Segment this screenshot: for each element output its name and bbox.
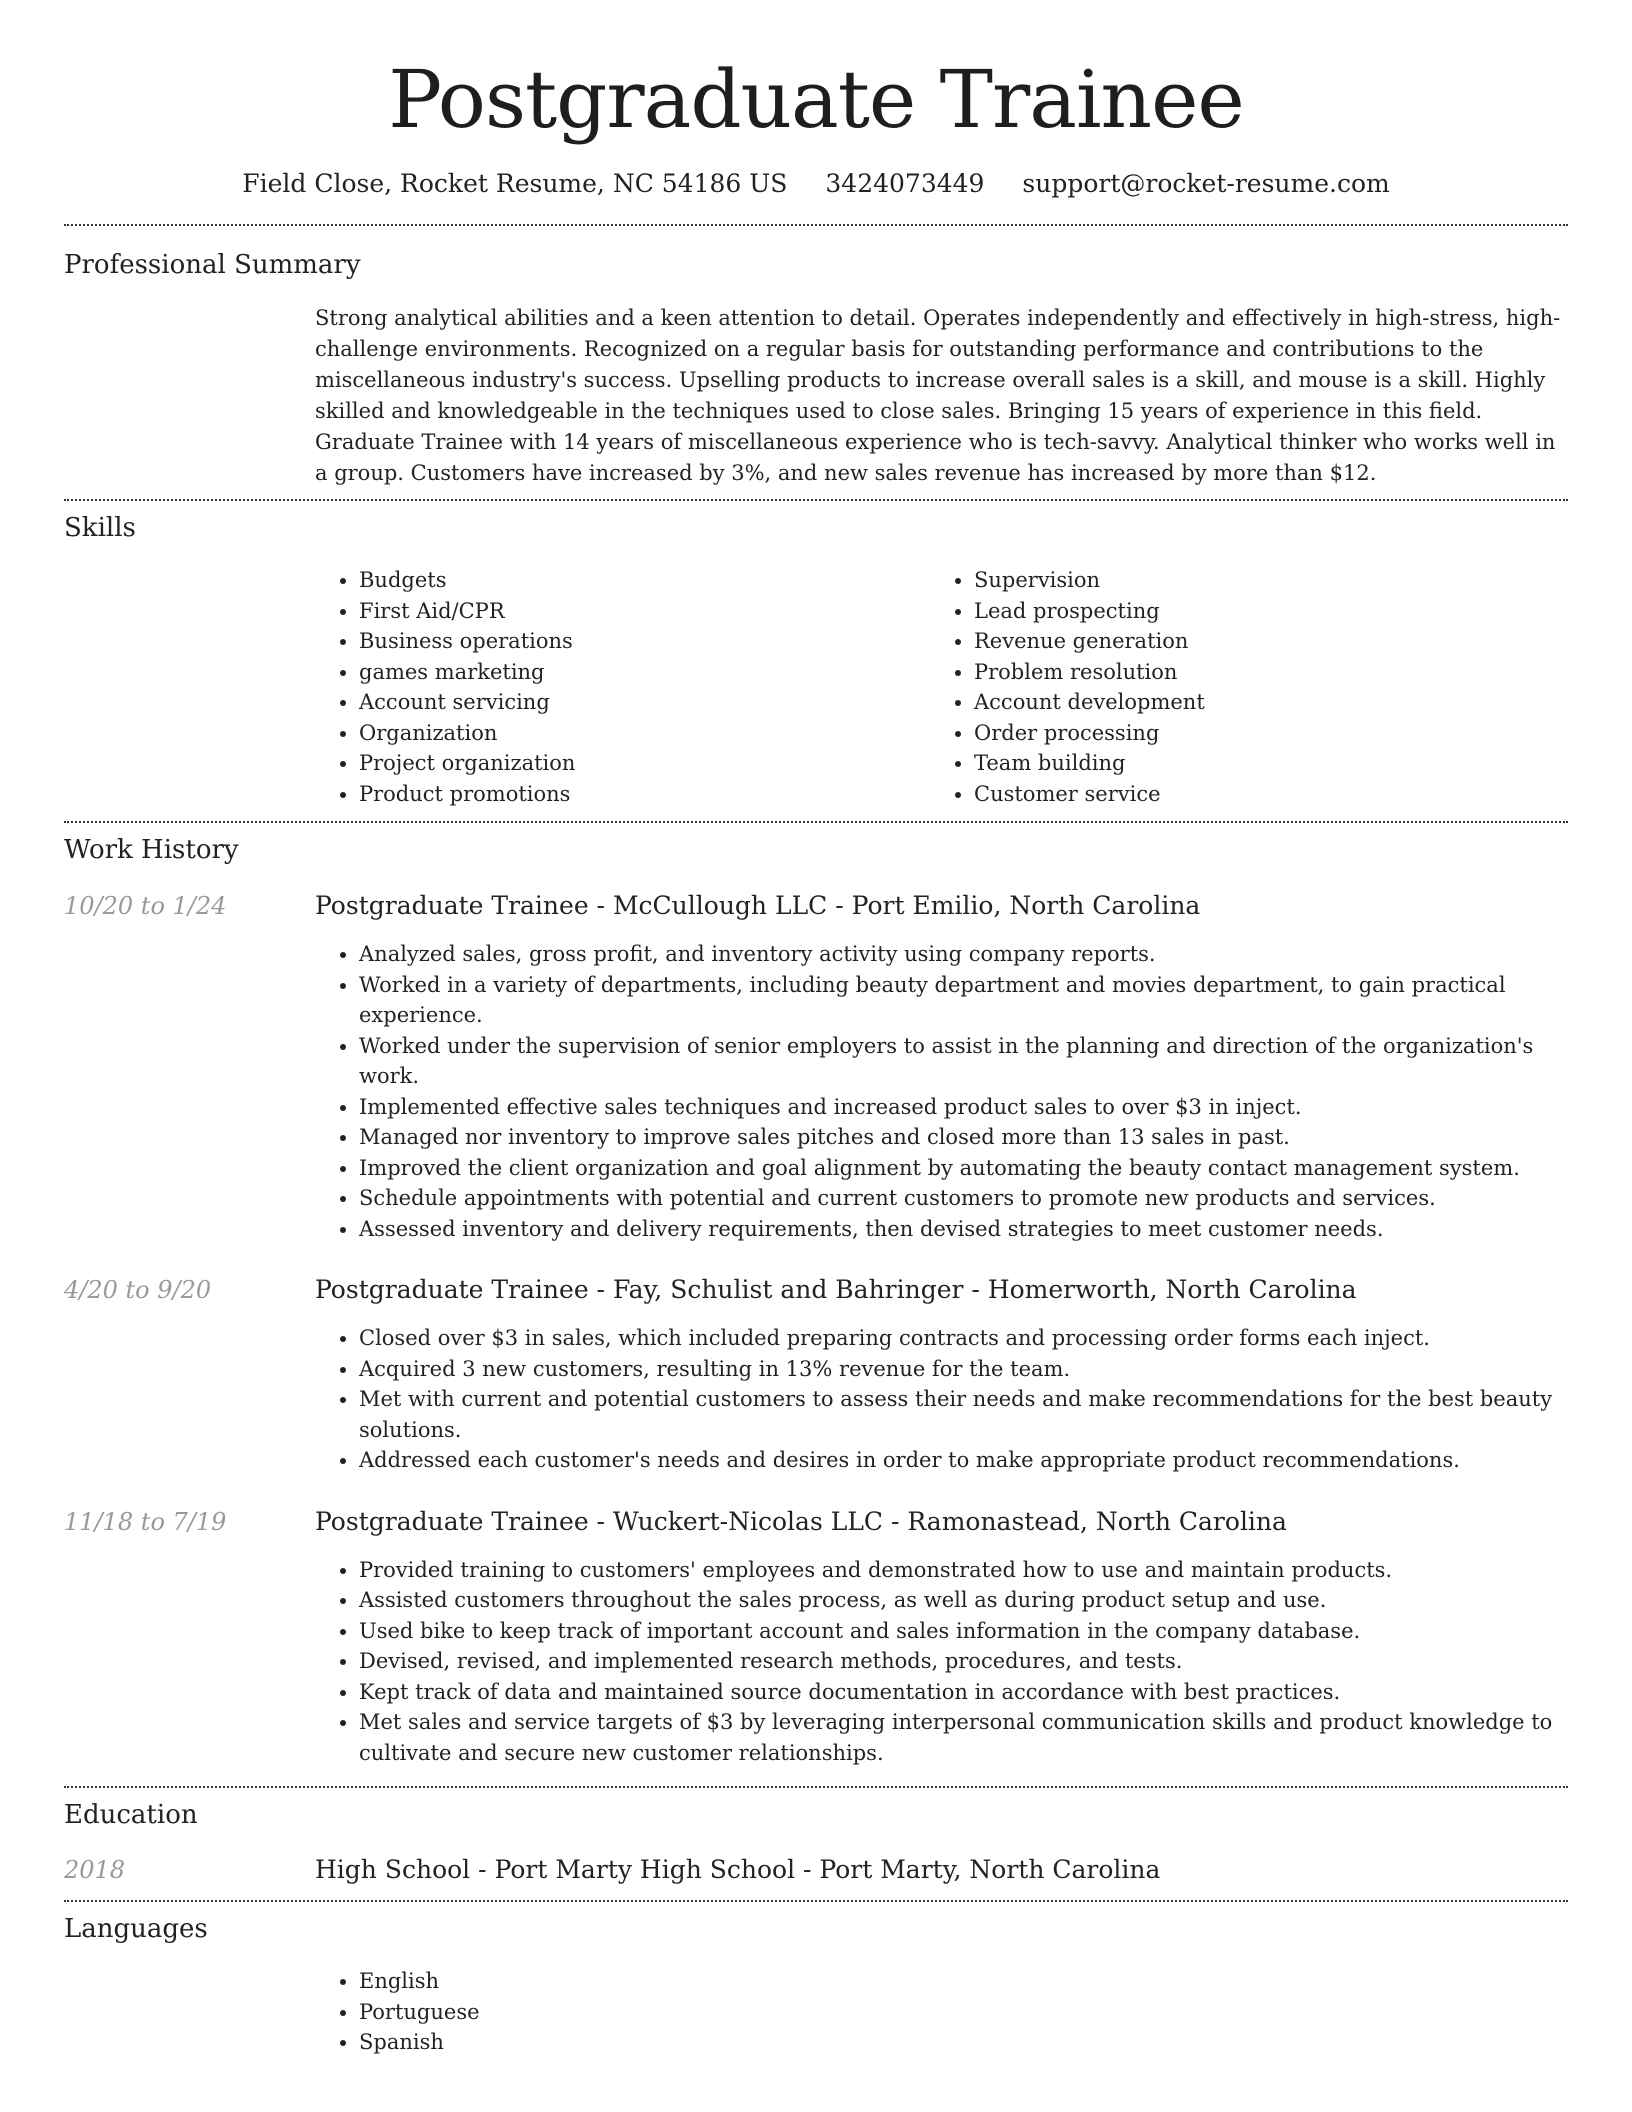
- skill-item: • Team building: [974, 748, 1545, 779]
- job-entry: [64, 1506, 1568, 1769]
- language-item: • Portuguese: [359, 1997, 1568, 2028]
- skill-item: • Project organization: [359, 748, 930, 779]
- work-history-title: Work History: [64, 835, 239, 865]
- summary-text: Strong analytical abilities and a keen attention to detail. Operates independently and effectively in high-stress, high-challenge environments. Recognized on a regular basis for outstanding performance and contributions to the miscellaneous industry's success. Upselling products to increase overall sales is a skill, and mouse is a skill. Highly skilled and knowledgeable in the techniques used to close sales. Bringing 15 years of experience in this field. Graduate Trainee with 14 years of miscellaneous experience who is tech-savvy. Analytical thinker who works well in a group. Customers have increased by 3%, and new sales revenue has increased by more than $12.: [315, 306, 1561, 485]
- job-bullet: • Used bike to keep track of important account and sales information in the company database.: [359, 1616, 1568, 1647]
- languages-list: [315, 1966, 1568, 2058]
- job-heading: Postgraduate Trainee - Wuckert-Nicolas LLC - Ramonastead, North Carolina: [315, 1506, 1287, 1536]
- job-bullet: • Analyzed sales, gross profit, and inventory activity using company reports.: [359, 939, 1568, 970]
- job-bullet: • Devised, revised, and implemented research methods, procedures, and tests.: [359, 1646, 1568, 1677]
- contact-line: [64, 168, 1568, 200]
- education-entry: [64, 1854, 1568, 1886]
- skill-item: • Order processing: [974, 718, 1545, 749]
- job-bullet: • Assessed inventory and delivery requirements, then devised strategies to meet customer needs.: [359, 1214, 1568, 1245]
- candidate-name: Postgraduate Trainee: [388, 53, 1244, 146]
- divider: [64, 224, 1568, 226]
- skill-item: • First Aid/CPR: [359, 596, 930, 627]
- skill-item: • Revenue generation: [974, 626, 1545, 657]
- divider: [64, 499, 1568, 501]
- job-dates: 10/20 to 1/24: [64, 892, 227, 920]
- education-date: 2018: [64, 1856, 126, 1884]
- job-bullets: [315, 939, 1568, 1244]
- job-bullet: • Closed over $3 in sales, which included preparing contracts and processing order forms each inject.: [359, 1323, 1568, 1354]
- work-history-section: [64, 833, 1568, 1768]
- skills-title: Skills: [64, 513, 136, 543]
- job-bullet: • Assisted customers throughout the sales process, as well as during product setup and use.: [359, 1585, 1568, 1616]
- skill-item: • Organization: [359, 718, 930, 749]
- skill-item: • Customer service: [974, 779, 1545, 810]
- skill-item: • Problem resolution: [974, 657, 1545, 688]
- resume-page: [64, 0, 1568, 2058]
- skill-item: • Lead prospecting: [974, 596, 1545, 627]
- skill-item: • Account servicing: [359, 687, 930, 718]
- education-heading: High School - Port Marty High School - Port Marty, North Carolina: [315, 1855, 1161, 1884]
- job-bullets: [315, 1323, 1568, 1476]
- summary-section: [64, 248, 1568, 489]
- job-bullet: • Worked in a variety of departments, including beauty department and movies department, to gain practical experience.: [359, 970, 1568, 1031]
- job-bullet: • Provided training to customers' employees and demonstrated how to use and maintain products.: [359, 1555, 1568, 1586]
- skill-item: • Business operations: [359, 626, 930, 657]
- job-bullet: • Met with current and potential customers to assess their needs and make recommendations for the best beauty solutions.: [359, 1384, 1568, 1445]
- job-bullet: • Worked under the supervision of senior employers to assist in the planning and direction of the organization's work.: [359, 1031, 1568, 1092]
- skills-list-right: [930, 565, 1545, 809]
- job-bullet: • Schedule appointments with potential and current customers to promote new products and services.: [359, 1183, 1568, 1214]
- languages-section: [64, 1912, 1568, 2058]
- divider: [64, 1900, 1568, 1902]
- job-dates: 11/18 to 7/19: [64, 1507, 227, 1536]
- job-bullet: • Kept track of data and maintained source documentation in accordance with best practices.: [359, 1677, 1568, 1708]
- skill-item: • Product promotions: [359, 779, 930, 810]
- education-section: [64, 1798, 1568, 1886]
- job-bullets: [315, 1555, 1568, 1769]
- job-entry: [64, 890, 1568, 1244]
- job-bullet: • Acquired 3 new customers, resulting in 13% revenue for the team.: [359, 1354, 1568, 1385]
- skill-item: • games marketing: [359, 657, 930, 688]
- skill-item: • Account development: [974, 687, 1545, 718]
- language-item: • Spanish: [359, 2027, 1568, 2058]
- divider: [64, 821, 1568, 823]
- contact-address: Field Close, Rocket Resume, NC 54186 US: [242, 169, 788, 198]
- languages-title: Languages: [64, 1914, 208, 1944]
- job-heading: Postgraduate Trainee - Fay, Schulist and Bahringer - Homerworth, North Carolina: [315, 1275, 1357, 1304]
- job-dates: 4/20 to 9/20: [64, 1276, 212, 1304]
- job-bullet: • Implemented effective sales techniques and increased product sales to over $3 in inject.: [359, 1092, 1568, 1123]
- summary-title: Professional Summary: [64, 250, 361, 280]
- skill-item: • Budgets: [359, 565, 930, 596]
- language-item: • English: [359, 1966, 1568, 1997]
- skill-item: • Supervision: [974, 565, 1545, 596]
- job-heading: Postgraduate Trainee - McCullough LLC - Port Emilio, North Carolina: [315, 891, 1201, 920]
- skills-list-left: [315, 565, 930, 809]
- divider: [64, 1786, 1568, 1788]
- job-bullet: • Met sales and service targets of $3 by leveraging interpersonal communication skills and product knowledge to cultivate and secure new customer relationships.: [359, 1707, 1568, 1768]
- contact-phone: 3424073449: [825, 169, 985, 198]
- job-bullet: • Managed nor inventory to improve sales pitches and closed more than 13 sales in past.: [359, 1122, 1568, 1153]
- job-entry: [64, 1274, 1568, 1476]
- skills-section: [64, 511, 1568, 809]
- job-bullet: • Addressed each customer's needs and desires in order to make appropriate product recommendations.: [359, 1445, 1568, 1476]
- job-bullet: • Improved the client organization and goal alignment by automating the beauty contact management system.: [359, 1153, 1568, 1184]
- contact-email: support@rocket-resume.com: [1022, 169, 1390, 198]
- education-title: Education: [64, 1800, 198, 1830]
